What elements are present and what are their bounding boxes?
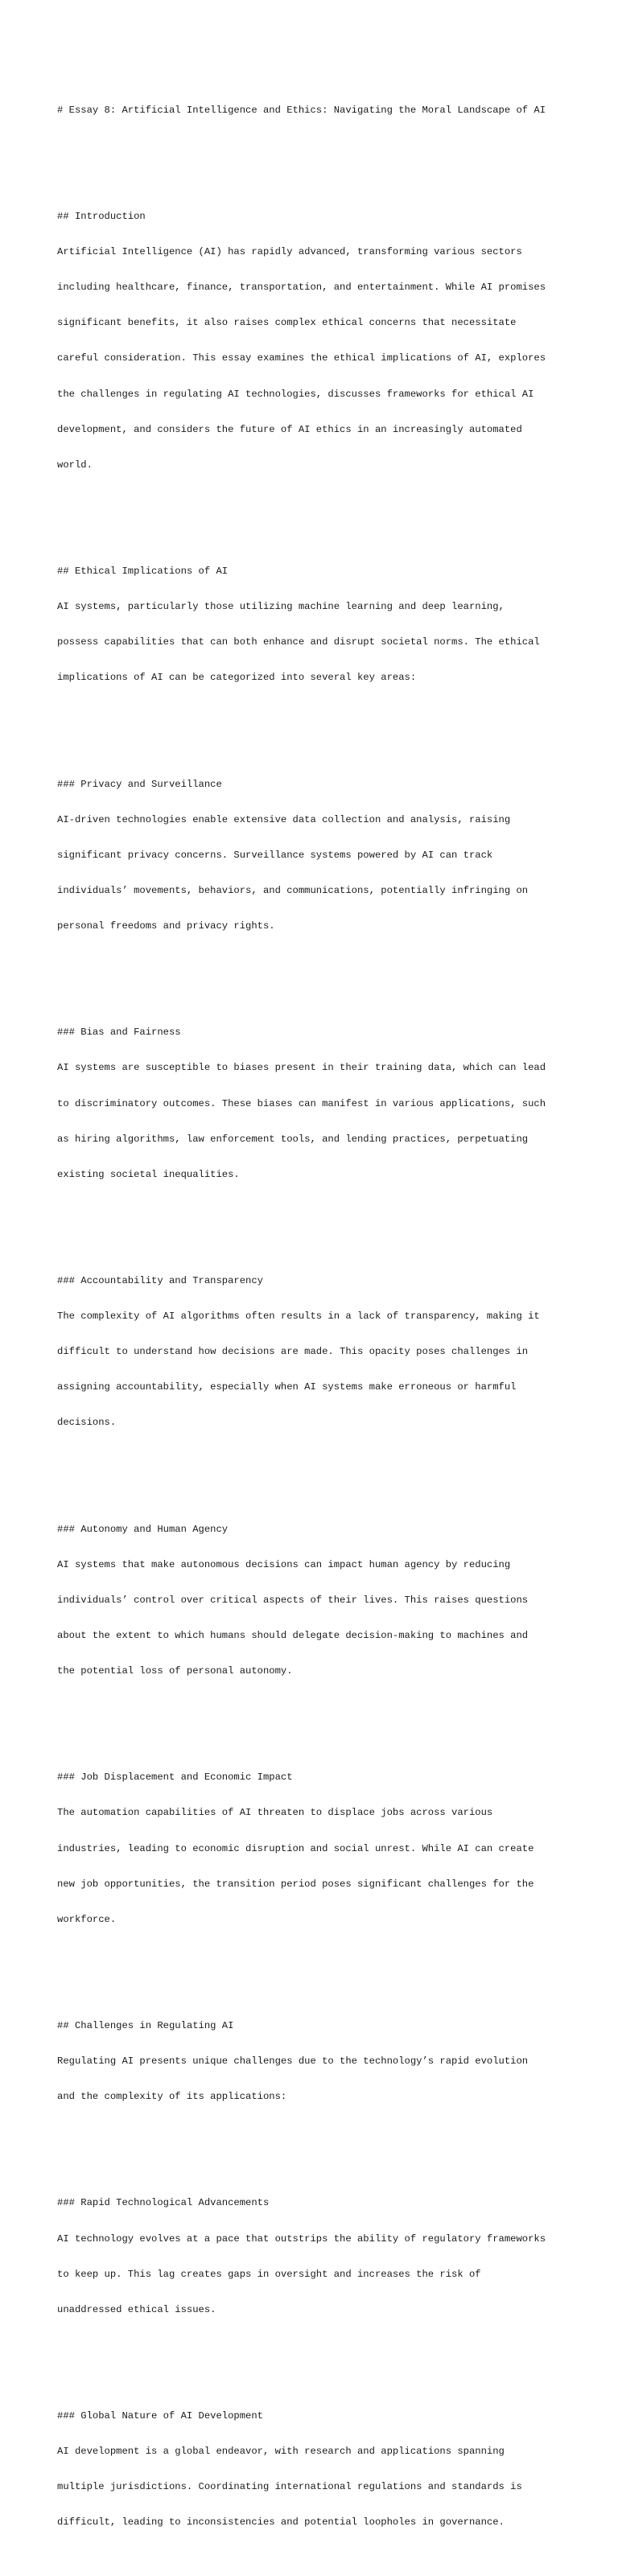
- paragraph-line: difficult to understand how decisions are made. This opacity poses challenges in: [57, 1346, 529, 1358]
- paragraph-line: implications of AI can be categorized into several key areas:: [57, 672, 417, 684]
- subsection-accountability: [57, 1252, 588, 1453]
- paragraph-line: individuals’ control over critical aspects of their lives. This raises questions: [57, 1594, 529, 1606]
- paragraph-line: the challenges in regulating AI technologies, discusses frameworks for ethical AI: [57, 388, 534, 400]
- paragraph-line: world.: [57, 459, 93, 471]
- subsection-job-displacement: [57, 1748, 588, 1949]
- paragraph-line: decisions.: [57, 1417, 117, 1429]
- paragraph-line: personal freedoms and privacy rights.: [57, 920, 275, 932]
- paragraph-line: the potential loss of personal autonomy.: [57, 1665, 293, 1677]
- paragraph-line: AI systems, particularly those utilizing machine learning and deep learning,: [57, 601, 505, 613]
- paragraph-line: industries, leading to economic disruption and social unrest. While AI can create: [57, 1842, 534, 1854]
- subsection-heading: ### Rapid Technological Advancements: [57, 2197, 270, 2209]
- paragraph-line: possess capabilities that can both enhance and disrupt societal norms. The ethical: [57, 636, 540, 648]
- paragraph-line: The automation capabilities of AI threaten to displace jobs across various: [57, 1807, 493, 1819]
- subsection-heading: ### Global Nature of AI Development: [57, 2410, 263, 2422]
- paragraph-line: including healthcare, finance, transportation, and entertainment. While AI promises: [57, 282, 546, 294]
- paragraph-line: The complexity of AI algorithms often results in a lack of transparency, making it: [57, 1311, 540, 1323]
- paragraph-line: as hiring algorithms, law enforcement tools, and lending practices, perpetuating: [57, 1133, 529, 1145]
- paragraph-line: AI-driven technologies enable extensive data collection and analysis, raising: [57, 813, 511, 825]
- subsection-heading: ### Autonomy and Human Agency: [57, 1523, 229, 1535]
- section-introduction: [57, 187, 588, 495]
- paragraph-line: assigning accountability, especially when AI systems make erroneous or harmful: [57, 1381, 517, 1393]
- paragraph-line: to discriminatory outcomes. These biases can manifest in various applications, such: [57, 1097, 546, 1109]
- paragraph-line: individuals’ movements, behaviors, and communications, potentially infringing on: [57, 884, 529, 896]
- subsection-rapid-advancements: [57, 2174, 588, 2339]
- paragraph-line: AI technology evolves at a pace that outstrips the ability of regulatory frameworks: [57, 2232, 546, 2245]
- paragraph-line: multiple jurisdictions. Coordinating international regulations and standards is: [57, 2481, 522, 2493]
- subsection-heading: ### Job Displacement and Economic Impact: [57, 1772, 293, 1784]
- paragraph-line: Regulating AI presents unique challenges due to the technology’s rapid evolution: [57, 2055, 529, 2068]
- subsection-heading: ### Accountability and Transparency: [57, 1274, 263, 1286]
- subsection-bias: [57, 1003, 588, 1204]
- section-heading: ## Introduction: [57, 211, 146, 223]
- paragraph-line: significant privacy concerns. Surveillance systems powered by AI can track: [57, 849, 493, 861]
- paragraph-line: AI systems are susceptible to biases present in their training data, which can lead: [57, 1062, 546, 1074]
- paragraph-line: development, and considers the future of AI ethics in an increasingly automated: [57, 423, 522, 435]
- section-heading: ## Ethical Implications of AI: [57, 566, 229, 578]
- document-body: [57, 57, 588, 2576]
- paragraph-line: significant benefits, it also raises complex ethical concerns that necessitate: [57, 317, 517, 329]
- paragraph-line: workforce.: [57, 1913, 117, 1925]
- subsection-privacy: [57, 755, 588, 956]
- paragraph-line: unaddressed ethical issues.: [57, 2303, 216, 2315]
- subsection-heading: ### Privacy and Surveillance: [57, 778, 222, 790]
- paragraph-line: AI systems that make autonomous decisions can impact human agency by reducing: [57, 1558, 511, 1570]
- paragraph-line: careful consideration. This essay examines the ethical implications of AI, explores: [57, 352, 546, 364]
- essay-title: [57, 80, 588, 140]
- subsection-autonomy: [57, 1500, 588, 1701]
- paragraph-line: new job opportunities, the transition period poses significant challenges for the: [57, 1878, 534, 1890]
- paragraph-line: existing societal inequalities.: [57, 1168, 240, 1180]
- paragraph-line: to keep up. This lag creates gaps in oversight and increases the risk of: [57, 2268, 481, 2280]
- paragraph-line: about the extent to which humans should delegate decision-making to machines and: [57, 1629, 529, 1641]
- section-heading: ## Challenges in Regulating AI: [57, 2020, 234, 2031]
- paragraph-line: AI development is a global endeavor, with research and applications spanning: [57, 2446, 505, 2458]
- paragraph-line: difficult, leading to inconsistencies and potential loopholes in governance.: [57, 2516, 505, 2529]
- section-regulating-challenges: [57, 1997, 588, 2127]
- subsection-global-nature: [57, 2387, 588, 2553]
- subsection-heading: ### Bias and Fairness: [57, 1027, 181, 1039]
- title-line: # Essay 8: Artificial Intelligence and Ethics: Navigating the Moral Landscape of AI: [57, 104, 546, 116]
- section-ethical-implications: [57, 542, 588, 708]
- paragraph-line: Artificial Intelligence (AI) has rapidly advanced, transforming various sectors: [57, 246, 522, 258]
- paragraph-line: and the complexity of its applications:: [57, 2091, 287, 2103]
